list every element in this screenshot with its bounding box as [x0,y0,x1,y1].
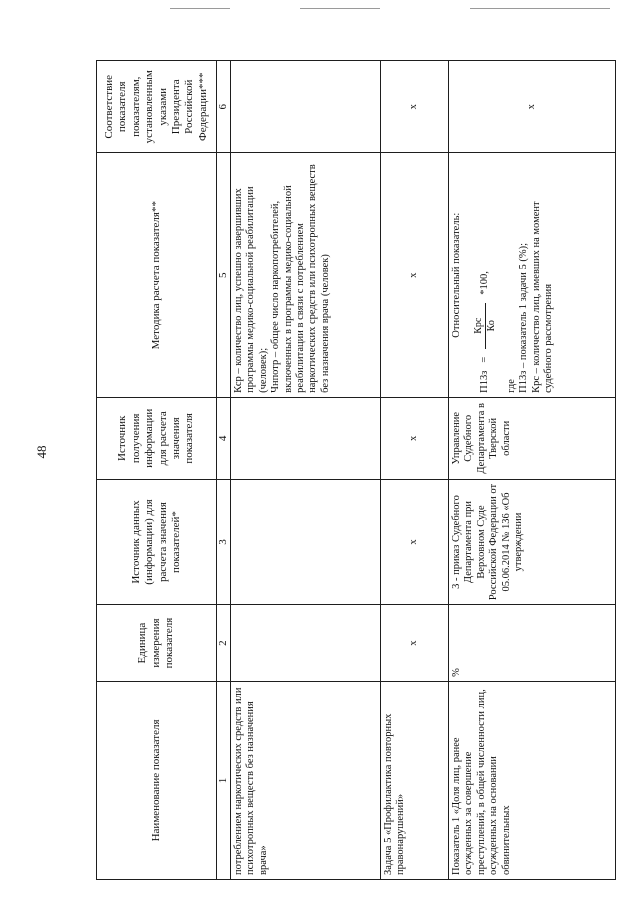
header-info-source: Источник получения информации для расчета значения показателя [97,397,217,479]
methodology-definition: Чнпотр – общее число наркопотребителей, включенных в программы медико-социальной реабилитации в связи с потреблением наркотических средств или психотропных веществ без назначения врача (человек) [270,164,331,393]
indicator-table [96,60,616,880]
column-number: 6 [217,61,231,154]
formula-multiplier: *100, [479,271,491,295]
formula-equals: = [479,356,491,363]
compliance-cell: х [381,61,449,154]
scan-edge-mark [300,8,380,9]
header-methodology: Методика расчета показателя** [97,153,217,397]
page-number: 48 [34,445,49,459]
column-number: 1 [217,681,231,879]
formula-definition: П13з – показатель 1 задачи 5 (%); [518,242,530,393]
indicator-name-cell: Показатель 1 «Доля лиц, ранее осужденных за совершение преступлений, в общей численности лиц, осужденных на основании обвинительных [449,681,616,879]
column-number: 4 [217,397,231,479]
column-number: 5 [217,153,231,397]
header-unit: Единица измерения показателя [97,605,217,682]
formula [473,158,498,393]
table-row-continuation [231,61,381,880]
data-source-cell: х [381,479,449,604]
methodology-cell [449,153,616,397]
column-number-row [217,61,231,880]
column-number: 3 [217,479,231,604]
methodology-cell [231,153,381,397]
task-name-cell: Задача 5 «Профилактика повторных правонарушений» [381,681,449,879]
info-source-cell: Управление Судебного Департамента в Тверской области [449,397,616,479]
unit-cell [231,605,381,682]
table-header-row [97,61,217,880]
formula-denominator: Ко [486,320,498,332]
column-number: 2 [217,605,231,682]
table-row-task-5 [381,61,449,880]
methodology-intro: Относительный показатель: [451,212,462,338]
rotated-table-wrapper [96,60,616,880]
formula-definition: Крс – количество лиц, имевших на момент судебного рассмотрения [530,201,555,393]
header-indicator-name: Наименование показателя [97,681,217,879]
methodology-definition: Кср – количество лиц, успешно завершивших программы медико-социальной реабилитации (человек); [233,186,269,393]
compliance-cell: х [449,61,616,154]
data-source-cell: 3 - приказ Судебного Департамента при Верховном Суде Российской Федерации от 05.06.2014 № 136 «Об утверждении [449,479,616,604]
header-compliance: Соответствие показателя показателям, установленным указами Президента Российской Федерации*** [97,61,217,154]
methodology-cell: х [381,153,449,397]
formula-lhs: П13з [479,370,491,393]
info-source-cell [231,397,381,479]
indicator-name-cell: потреблением наркотических средств или психотропных веществ без назначения врача» [231,681,381,879]
unit-cell: % [449,605,616,682]
data-source-cell [231,479,381,604]
table-row-indicator-1 [449,61,616,880]
formula-fraction [473,303,498,349]
formula-where: где [505,379,517,393]
unit-cell: х [381,605,449,682]
scan-edge-mark [170,8,230,9]
compliance-cell [231,61,381,154]
info-source-cell: х [381,397,449,479]
formula-numerator: Крс [473,317,485,334]
scan-edge-mark [470,8,610,9]
header-data-source: Источник данных (информации) для расчета значения показателей* [97,479,217,604]
